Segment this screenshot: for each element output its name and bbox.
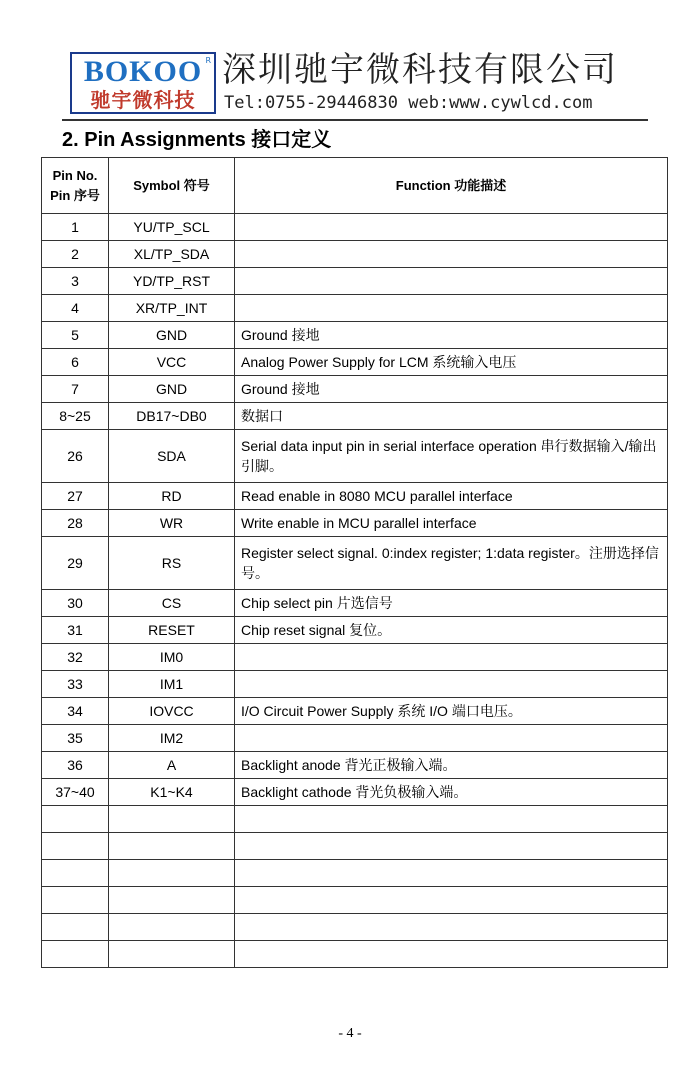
symbol-cell: RD <box>109 483 235 510</box>
company-logo <box>70 52 216 114</box>
function-cell: Read enable in 8080 MCU parallel interface <box>235 483 668 510</box>
table-row <box>42 241 668 268</box>
pin-cell: 26 <box>42 430 109 483</box>
pin-header-line1: Pin No. <box>52 167 98 183</box>
function-cell: Chip select pin 片选信号 <box>235 590 668 617</box>
symbol-cell: CS <box>109 590 235 617</box>
pin-cell: 8~25 <box>42 403 109 430</box>
pin-cell: 36 <box>42 752 109 779</box>
pin-cell: 34 <box>42 698 109 725</box>
pin-assignment-table <box>41 157 668 968</box>
function-cell: Chip reset signal 复位。 <box>235 617 668 644</box>
table-row <box>42 403 668 430</box>
symbol-cell <box>109 941 235 968</box>
pin-cell <box>42 860 109 887</box>
pin-header-line2: Pin 序号 <box>50 187 100 203</box>
table-row <box>42 752 668 779</box>
pin-cell: 35 <box>42 725 109 752</box>
function-cell: Write enable in MCU parallel interface <box>235 510 668 537</box>
function-cell <box>235 914 668 941</box>
pin-cell: 4 <box>42 295 109 322</box>
symbol-cell <box>109 860 235 887</box>
function-cell: Ground 接地 <box>235 322 668 349</box>
function-cell <box>235 941 668 968</box>
pin-cell <box>42 887 109 914</box>
symbol-cell: IM1 <box>109 671 235 698</box>
symbol-cell: YD/TP_RST <box>109 268 235 295</box>
symbol-cell: SDA <box>109 430 235 483</box>
symbol-cell: XL/TP_SDA <box>109 241 235 268</box>
pin-cell: 5 <box>42 322 109 349</box>
symbol-cell: GND <box>109 376 235 403</box>
company-name: 深圳驰宇微科技有限公司 <box>222 50 618 90</box>
table-row <box>42 644 668 671</box>
section-title: 2. Pin Assignments 接口定义 <box>62 129 332 151</box>
pin-cell: 6 <box>42 349 109 376</box>
function-cell <box>235 295 668 322</box>
table-row <box>42 376 668 403</box>
function-cell <box>235 241 668 268</box>
symbol-cell: IM2 <box>109 725 235 752</box>
function-cell <box>235 671 668 698</box>
function-cell <box>235 644 668 671</box>
function-cell: Backlight anode 背光正极输入端。 <box>235 752 668 779</box>
table-row <box>42 779 668 806</box>
symbol-cell <box>109 887 235 914</box>
pin-cell: 37~40 <box>42 779 109 806</box>
symbol-column-header: Symbol 符号 <box>109 158 235 214</box>
pin-cell: 1 <box>42 214 109 241</box>
function-column-header: Function 功能描述 <box>235 158 668 214</box>
function-cell <box>235 268 668 295</box>
function-cell: Ground 接地 <box>235 376 668 403</box>
function-cell <box>235 887 668 914</box>
symbol-cell: VCC <box>109 349 235 376</box>
symbol-cell: IM0 <box>109 644 235 671</box>
symbol-cell: WR <box>109 510 235 537</box>
table-row <box>42 510 668 537</box>
logo-latin-text: BOKOO <box>83 55 203 88</box>
table-row <box>42 671 668 698</box>
header-divider <box>62 119 648 121</box>
pin-cell: 29 <box>42 537 109 590</box>
symbol-cell: A <box>109 752 235 779</box>
function-cell <box>235 860 668 887</box>
symbol-cell: K1~K4 <box>109 779 235 806</box>
symbol-cell: GND <box>109 322 235 349</box>
function-cell: I/O Circuit Power Supply 系统 I/O 端口电压。 <box>235 698 668 725</box>
table-row <box>42 725 668 752</box>
table-row <box>42 887 668 914</box>
pin-cell <box>42 833 109 860</box>
symbol-cell <box>109 806 235 833</box>
symbol-cell: RS <box>109 537 235 590</box>
table-row <box>42 914 668 941</box>
table-row <box>42 537 668 590</box>
table-header-row <box>42 158 668 214</box>
table-row <box>42 617 668 644</box>
pin-cell: 27 <box>42 483 109 510</box>
symbol-cell: YU/TP_SCL <box>109 214 235 241</box>
pin-cell: 2 <box>42 241 109 268</box>
table-row <box>42 430 668 483</box>
function-cell: Serial data input pin in serial interface operation 串行数据输入/输出引脚。 <box>235 430 668 483</box>
logo-chinese-text: 驰宇微科技 <box>90 88 196 112</box>
pin-cell: 32 <box>42 644 109 671</box>
symbol-cell: DB17~DB0 <box>109 403 235 430</box>
table-row <box>42 698 668 725</box>
pin-cell: 7 <box>42 376 109 403</box>
table-row <box>42 214 668 241</box>
registered-mark: R <box>205 56 211 65</box>
contact-line: Tel:0755-29446830 web:www.cywlcd.com <box>224 93 593 113</box>
symbol-cell: IOVCC <box>109 698 235 725</box>
function-cell <box>235 833 668 860</box>
table-row <box>42 806 668 833</box>
table-row <box>42 268 668 295</box>
function-cell: 数据口 <box>235 403 668 430</box>
table-body <box>42 214 668 968</box>
table-row <box>42 322 668 349</box>
pin-cell: 3 <box>42 268 109 295</box>
pin-cell <box>42 941 109 968</box>
function-cell: Backlight cathode 背光负极输入端。 <box>235 779 668 806</box>
table-row <box>42 483 668 510</box>
table-row <box>42 860 668 887</box>
page-number: - 4 - <box>338 1026 362 1041</box>
symbol-cell <box>109 914 235 941</box>
function-cell <box>235 725 668 752</box>
pin-cell: 28 <box>42 510 109 537</box>
pin-cell: 30 <box>42 590 109 617</box>
symbol-cell <box>109 833 235 860</box>
function-cell: Register select signal. 0:index register; 1:data register。注册选择信号。 <box>235 537 668 590</box>
symbol-cell: XR/TP_INT <box>109 295 235 322</box>
pin-cell: 31 <box>42 617 109 644</box>
function-cell <box>235 214 668 241</box>
table-row <box>42 349 668 376</box>
pin-cell: 33 <box>42 671 109 698</box>
pin-cell <box>42 914 109 941</box>
function-cell: Analog Power Supply for LCM 系统输入电压 <box>235 349 668 376</box>
table-row <box>42 833 668 860</box>
function-cell <box>235 806 668 833</box>
table-row <box>42 590 668 617</box>
table-row <box>42 295 668 322</box>
pin-column-header <box>42 158 109 214</box>
pin-cell <box>42 806 109 833</box>
symbol-cell: RESET <box>109 617 235 644</box>
table-row <box>42 941 668 968</box>
